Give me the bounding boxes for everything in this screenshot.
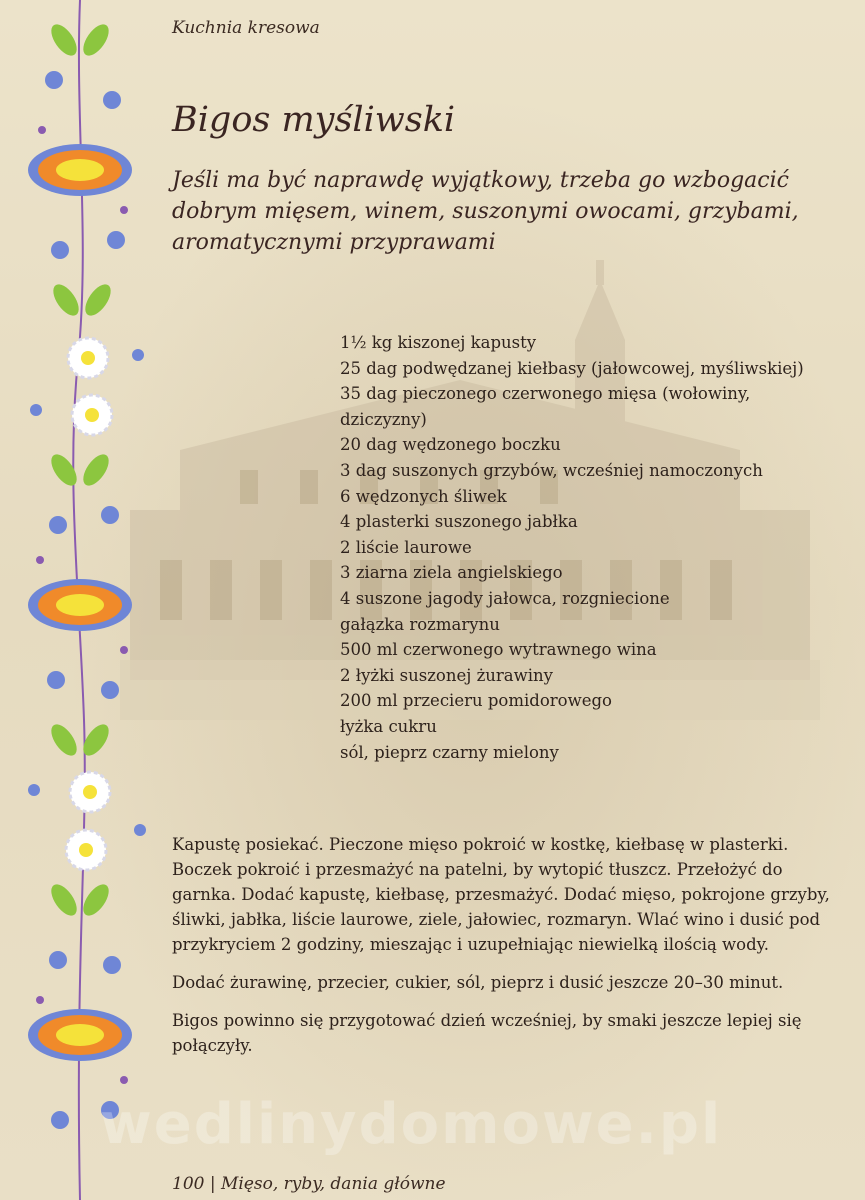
ingredient-item: 4 plasterki suszonego jabłka xyxy=(340,512,578,532)
instruction-paragraph: Kapustę posiekać. Pieczone mięso pokroić w kostkę, kiełbasę w plasterki. Boczek pokroić i przesmażyć na patelni, by wytopić tłuszcz. Przełożyć do garnka. Dodać kapustę, kiełbasę, przesmażyć. Dodać mięso, pokrojone grzyby, śliwki, jabłka, liście laurowe, ziele, jałowiec, rozmaryn. Wlać wino i dusić pod przykryciem 2 godziny, mieszając i uzupełniając niewielką ilością wody. xyxy=(172,835,830,954)
instruction-paragraph: Dodać żurawinę, przecier, cukier, sól, pieprz i dusić jeszcze 20–30 minut. xyxy=(172,973,784,992)
ingredient-item: 3 dag suszonych grzybów, wcześniej namoczonych xyxy=(340,460,763,480)
ingredient-item: 35 dag pieczonego czerwonego mięsa (wołowiny, xyxy=(340,384,751,404)
instruction-paragraph: Bigos powinno się przygotować dzień wcześniej, by smaki jeszcze lepiej się połączyły. xyxy=(172,1011,802,1055)
ingredient-item: sól, pieprz czarny mielony xyxy=(340,742,559,762)
ingredient-item: 2 łyżki suszonej żurawiny xyxy=(340,665,553,685)
page-footer: 100 | Mięso, ryby, dania główne xyxy=(172,1174,446,1194)
instructions xyxy=(172,832,842,1071)
ingredient-item: 6 wędzonych śliwek xyxy=(340,486,507,506)
ingredients-list xyxy=(340,330,850,765)
recipe-subtitle: Jeśli ma być naprawdę wyjątkowy, trzeba go wzbogacić dobrym mięsem, winem, suszonymi owocami, grzybami, aromatycznymi przyprawami xyxy=(172,168,799,255)
ingredient-item: 20 dag wędzonego boczku xyxy=(340,435,561,455)
ingredient-item: 4 suszone jagody jałowca, rozgniecione xyxy=(340,588,670,608)
ingredient-item: 1½ kg kiszonej kapusty xyxy=(340,333,537,352)
ingredient-item: 500 ml czerwonego wytrawnego wina xyxy=(340,640,657,660)
ingredient-item: 25 dag podwędzanej kiełbasy (jałowcowej, myśliwskiej) xyxy=(340,358,804,378)
watermark: wedlinydomowe.pl xyxy=(100,1092,723,1157)
ingredient-item: gałązka rozmarynu xyxy=(340,614,500,634)
recipe-title: Bigos myśliwski xyxy=(172,100,456,140)
ingredient-item: 2 liście laurowe xyxy=(340,537,472,557)
folk-floral-border xyxy=(20,0,150,1200)
ingredient-item: 200 ml przecieru pomidorowego xyxy=(340,691,612,711)
ingredient-item: 3 ziarna ziela angielskiego xyxy=(340,563,563,583)
section-header: Kuchnia kresowa xyxy=(172,18,320,38)
ingredient-item: dziczyzny) xyxy=(340,409,427,429)
ingredient-item: łyżka cukru xyxy=(340,716,437,736)
